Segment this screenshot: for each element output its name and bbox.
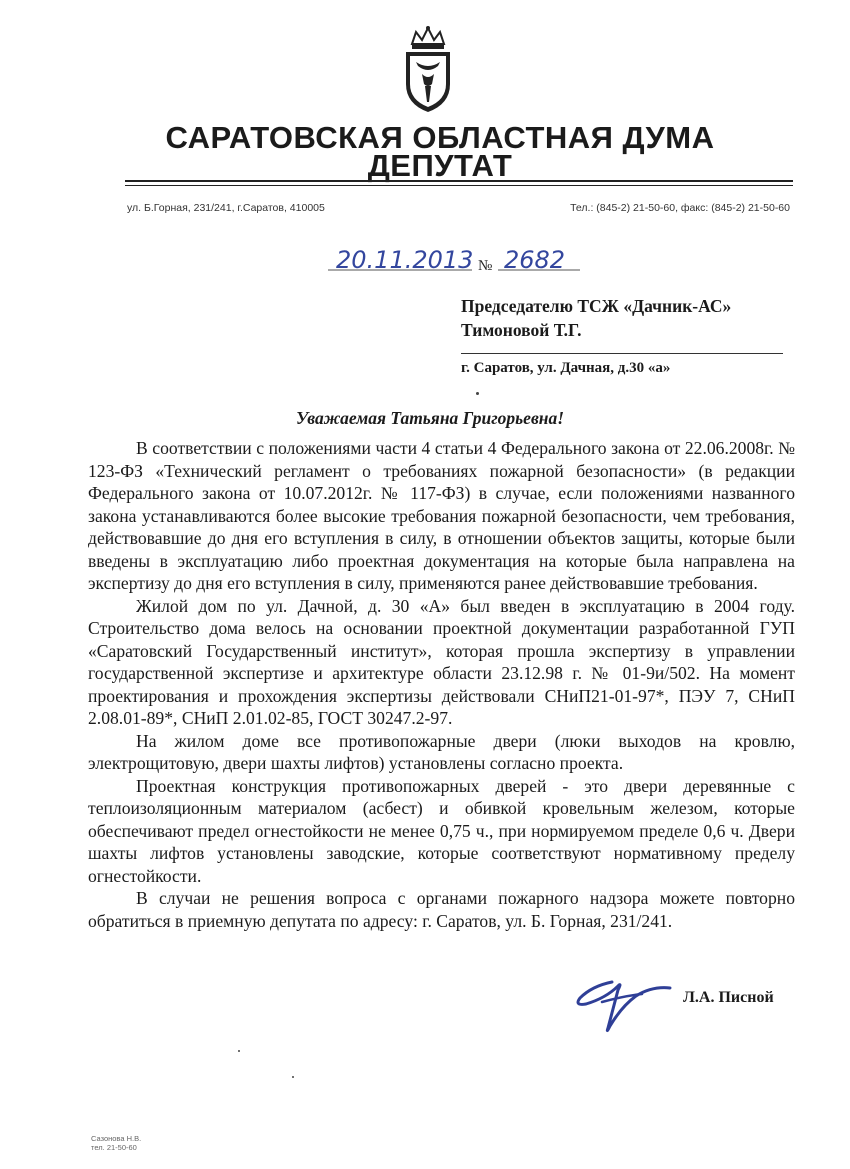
greeting: Уважаемая Татьяна Григорьевна! [295, 408, 565, 428]
sender-address: ул. Б.Горная, 231/241, г.Саратов, 410005 [127, 202, 325, 214]
recipient-block [461, 294, 731, 342]
handwritten-signature-icon [572, 968, 672, 1038]
signer-name: Л.А. Писной [683, 989, 774, 1006]
outgoing-date: 20.11.2013 [336, 246, 474, 274]
paragraph: Жилой дом по ул. Дачной, д. 30 «А» был введен в эксплуатацию в 2004 году. Строительство дома велось на основании проектной документации разработанной ГУП «Саратовский Государственный институт», которая прошла экспертизу в управлении государственной экспертизе и архитектуре области 23.12.98 г. № 01-9и/502. На момент проектирования и прохождения экспертизы действовали СНиП21-01-97*, ПЭУ 7, СНиП 2.08.01-89*, СНиП 2.01.02-85, ГОСТ 30247.2-97. [88, 595, 795, 728]
organization-name: САРАТОВСКАЯ ОБЛАСТНАЯ ДУМА [165, 120, 715, 155]
executor-phone: тел. 21-50-60 [91, 1143, 137, 1152]
paragraph: В случаи не решения вопроса с органами пожарного надзора можете повторно обратиться в приемную депутата по адресу: г. Саратов, ул. Б. Горная, 231/241. [88, 888, 795, 931]
outgoing-number: 2682 [504, 246, 566, 274]
outgoing-date-number [322, 246, 582, 282]
paragraph: В соответствии с положениями части 4 статьи 4 Федерального закона от 22.06.2008г. № 123-ФЗ «Технический регламент о требованиях пожарной безопасности» (в редакции Федерального закона от 10.07.2012г. № 117-ФЗ) в случае, если положениями названного закона устанавливаются более высокие требования пожарной безопасности, чем требования, действовавшие до дня его вступления в силу, в отношении объектов защиты, которые были введены в эксплуатацию либо проектная документация на которые была направлена на экспертизу до дня его вступления в силу, применяются ранее действовавшие требования. [88, 438, 795, 593]
recipient-divider [461, 353, 783, 354]
organization-title: ДЕПУТАТ [367, 148, 513, 183]
header-divider-thin [125, 185, 793, 186]
sender-phones: Тел.: (845-2) 21-50-60, факс: (845-2) 21-50-60 [570, 202, 790, 214]
recipient-name: Тимоновой Т.Г. [461, 320, 582, 340]
paragraph: На жилом доме все противопожарные двери (люки выходов на кровлю, электрощитовую, двери шахты лифтов) установлены согласно проекта. [88, 730, 795, 773]
executor-info [91, 1134, 141, 1152]
recipient-address: г. Саратов, ул. Дачная, д.30 «а» [461, 360, 671, 376]
executor-name: Сазонова Н.В. [91, 1134, 142, 1143]
letter-body [88, 437, 795, 932]
scan-speck [292, 1076, 294, 1078]
saratov-coat-of-arms-icon [398, 24, 458, 114]
recipient-position: Председателю ТСЖ «Дачник-АС» [461, 296, 732, 316]
paragraph: Проектная конструкция противопожарных дверей - это двери деревянные с теплоизоляционным материалом (асбест) и обивкой кровельным железом, которые обеспечивают предел огнестойкости не менее 0,75 ч., при нормируемом пределе 0,6 ч. Двери шахты лифтов установлены заводские, которые соответствуют нормативному пределу огнестойкости. [88, 775, 795, 886]
header-divider [125, 180, 793, 182]
scan-speck [476, 392, 479, 395]
scan-speck [238, 1050, 240, 1052]
number-sign: № [478, 258, 493, 274]
